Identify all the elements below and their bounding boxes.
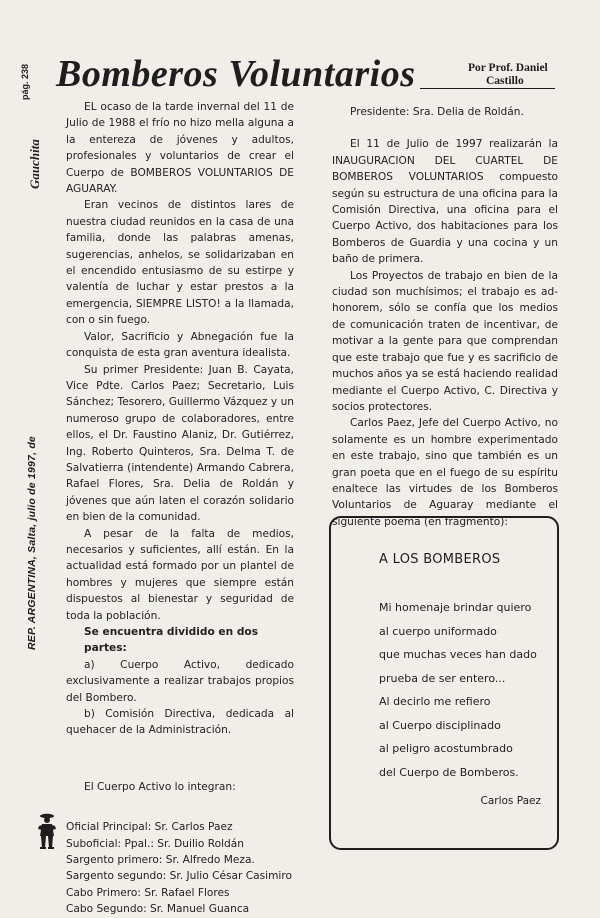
member-line: Cabo Segundo: Sr. Manuel Guanca <box>66 903 250 916</box>
member-line: Suboficial: Ppal.: Sr. Duilio Roldán <box>66 837 244 850</box>
poem-line: al cuerpo uniformado <box>379 624 497 638</box>
gaucho-figure-icon <box>36 812 58 850</box>
byline-line-2: Castillo <box>486 75 524 87</box>
paragraph: Carlos Paez, Jefe del Cuerpo Activo, no solamente es un hombre experimentado en este trabajo, sino que también es un gran poeta que en el fuego de su espíritu enaltece las virtudes de los Bomberos Voluntarios de Aguaray mediante el siguiente poema (en fragmento): <box>332 417 558 528</box>
page-number: pág. 238 <box>20 63 30 100</box>
member-line: Sargento primero: Sr. Alfredo Meza. <box>66 854 255 867</box>
members-intro: El Cuerpo Activo lo integran: <box>84 780 236 793</box>
poem-line: que muchas veces han dado <box>379 648 537 661</box>
left-column <box>66 99 294 918</box>
member-line: Sargento segundo: Sr. Julio César Casimiro <box>66 870 292 883</box>
right-column <box>332 104 558 530</box>
part-a: a) Cuerpo Activo, dedicado exclusivamente a realizar trabajos propios del Bombero. <box>66 658 294 704</box>
poem-line: al peligro acostumbrado <box>379 742 513 755</box>
paragraph: Los Proyectos de trabajo en bien de la ciudad son muchísimos; el trabajo es ad-honorem, sólo se confía que los medios de comunicación traten de incentivar, de motivar a la gente para que comprendan que este trabajo que fue y es sacrificio de muchos años ya se está haciendo realidad mediante el Cuerpo Activo, C. Directiva y socios protectores. <box>332 269 558 413</box>
paragraph: Su primer Presidente: Juan B. Cayata, Vice Pdte. Carlos Paez; Secretario, Luis Sánchez; Tesorero, Guillermo Vázquez y un numeroso grupo de colaboradores, entre ellos, el Dr. Faustino Alaniz, Dr. Gutiérrez, Ing. Roberto Quinteros, Sra. Delma T. de Salvatierra (intendente) Armando Cabrera, Rafael Flores, Sra. Delia de Roldán y jóvenes que aún laten el corazón solidario en bien de la comunidad. <box>66 363 294 524</box>
member-line: Cabo Primero: Sr. Rafael Flores <box>66 886 230 899</box>
part-b: b) Comisión Directiva, dedicada al quehacer de la Administración. <box>66 708 294 737</box>
sidebar-text: REP. ARGENTINA, Salta, julio de 1997, de <box>26 436 38 650</box>
paragraph: El 11 de Julio de 1997 realizarán la INAUGURACION DEL CUARTEL DE BOMBEROS VOLUNTARIOS compuesto según su estructura de una oficina para la Comisión Directiva, una oficina para el Cuerpo Activo, dos habitaciones para los Bomberos de Guardia y una cocina y un baño de primera. <box>332 138 558 266</box>
poem-line: Al decirlo me refiero <box>379 695 491 708</box>
poem-line: prueba de ser entero... <box>379 671 506 685</box>
magazine-brand: Gauchita <box>27 139 42 189</box>
president-line: Presidente: Sra. Delia de Roldán. <box>350 106 524 118</box>
article-title: Bomberos Voluntarios <box>56 53 416 95</box>
poem-lines <box>379 596 549 784</box>
member-line: Oficial Principal: Sr. Carlos Paez <box>66 821 233 834</box>
poem-author: Carlos Paez <box>480 795 541 807</box>
paragraph: Eran vecinos de distintos lares de nuestra ciudad reunidos en la casa de una familia, donde las palabras amenas, sugerencias, anhelos, se solidarizaban en el encendido entusiasmo de su estirpe y valentía de luchar y estar prestos a la emergencia, SIEMPRE LISTO! a la llamada, con o sin fuego. <box>66 199 294 327</box>
poem-line: del Cuerpo de Bomberos. <box>379 765 519 779</box>
poem-line: Mi homenaje brindar quiero <box>379 601 532 614</box>
byline-line-1: Por Prof. Daniel <box>468 62 548 74</box>
title-underline <box>420 88 555 89</box>
poem-box <box>329 516 559 850</box>
author-byline <box>468 62 558 88</box>
paragraph: Valor, Sacrificio y Abnegación fue la conquista de esta gran aventura idealista. <box>66 330 294 360</box>
poem-line: al Cuerpo disciplinado <box>379 718 501 732</box>
poem-title: A LOS BOMBEROS <box>379 552 501 567</box>
paragraph: A pesar de la falta de medios, necesarios y suficientes, allí están. En la actualidad está formado por un plantel de hombres y mujeres que siempre están dispuestos al bienestar y seguridad de toda la población. <box>66 527 294 622</box>
paragraph: EL ocaso de la tarde invernal del 11 de Julio de 1988 el frío no hizo mella alguna a la entereza de jóvenes y adultos, profesionales y voluntarios de crear el Cuerpo de BOMBEROS VOLUNTARIOS DE AGUARAY. <box>66 101 294 196</box>
divided-heading: Se encuentra dividido en dos partes: <box>84 626 259 655</box>
members-list <box>66 779 294 918</box>
